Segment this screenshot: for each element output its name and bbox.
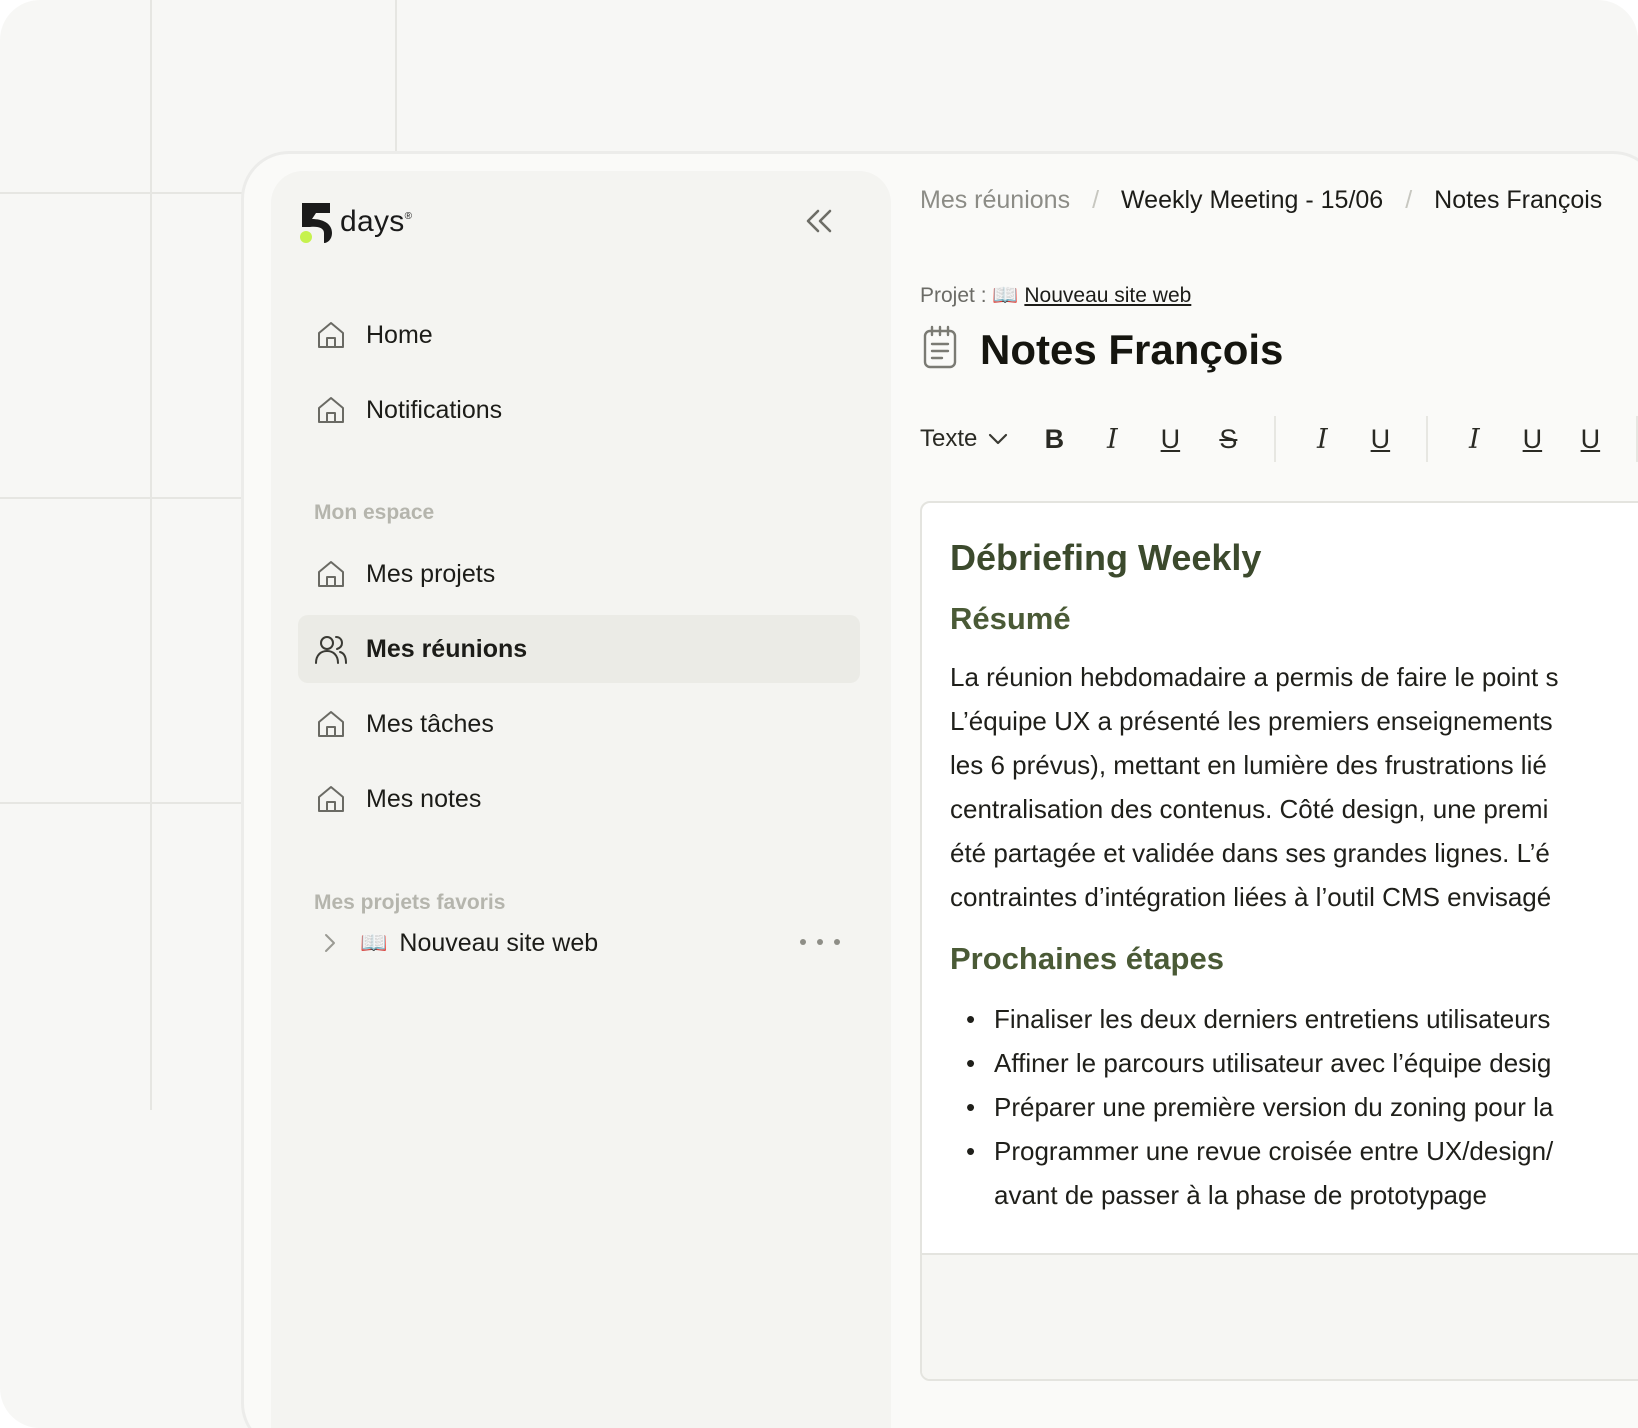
logo-icon <box>298 201 334 243</box>
users-icon <box>314 632 348 666</box>
list-item-line: avant de passer à la phase de prototypage <box>994 1180 1487 1210</box>
more-options-icon[interactable] <box>800 927 840 957</box>
formatting-toolbar <box>920 416 1638 462</box>
italic-button[interactable]: I <box>1469 423 1480 455</box>
gridline <box>150 0 152 1110</box>
gridline <box>395 0 397 160</box>
doc-line: centralisation des contenus. Côté design, une premi <box>950 794 1549 824</box>
bold-button[interactable]: B <box>1044 423 1065 454</box>
list-item: • Préparer une première version du zoning pour la <box>950 1085 1638 1129</box>
breadcrumb-item-weekly-meeting[interactable]: Weekly Meeting - 15/06 <box>1121 186 1384 214</box>
text-style-dropdown[interactable] <box>920 425 1009 453</box>
favorite-project-label: Nouveau site web <box>399 928 599 957</box>
nav-label: Notifications <box>366 395 503 424</box>
underline-button[interactable]: U <box>1370 423 1391 454</box>
chevron-down-icon <box>987 432 1009 446</box>
doc-heading: Débriefing Weekly <box>950 537 1262 578</box>
toolbar-divider <box>1274 416 1276 462</box>
page-title: Notes François <box>980 325 1284 373</box>
underline-button[interactable]: U <box>1580 423 1601 454</box>
home-icon <box>314 393 348 427</box>
book-icon: 📖 <box>360 930 388 955</box>
doc-section-title: Prochaines étapes <box>950 941 1224 976</box>
list-item <box>950 1129 1638 1217</box>
home-icon <box>314 318 348 352</box>
main-content <box>920 154 1638 1428</box>
doc-line: les 6 prévus), mettant en lumière des frustrations lié <box>950 750 1547 780</box>
breadcrumb-item-notes[interactable]: Notes François <box>1434 186 1603 214</box>
editor-content <box>950 537 1638 1217</box>
project-prefix: Projet : <box>920 284 987 307</box>
app-logo[interactable] <box>298 201 412 243</box>
breadcrumb-item-mes-reunions[interactable]: Mes réunions <box>920 186 1071 214</box>
project-link[interactable]: Nouveau site web <box>1024 284 1192 307</box>
title-row <box>920 324 1283 375</box>
doc-line: été partagée et validée dans ses grandes lignes. L’é <box>950 838 1550 868</box>
italic-button[interactable]: I <box>1107 423 1118 455</box>
doc-line: La réunion hebdomadaire a permis de faire le point s <box>950 662 1559 692</box>
italic-button[interactable]: I <box>1317 423 1328 455</box>
gridline <box>0 497 245 499</box>
collapse-sidebar-button[interactable] <box>801 203 837 239</box>
nav-label: Mes notes <box>366 784 482 813</box>
chevrons-left-icon <box>804 208 834 234</box>
nav-label: Home <box>366 320 433 349</box>
doc-section-title: Résumé <box>950 601 1071 636</box>
list-item-line: Programmer une revue croisée entre UX/design/ <box>994 1136 1554 1166</box>
book-icon: 📖 <box>992 284 1019 307</box>
editor-footer <box>922 1253 1638 1379</box>
doc-paragraph <box>950 655 1638 919</box>
logo-text: days® <box>340 205 413 238</box>
app-window <box>241 151 1638 1428</box>
nav-item-home[interactable] <box>298 301 860 369</box>
breadcrumb-separator: / <box>1092 186 1100 214</box>
next-steps-list <box>950 997 1638 1217</box>
nav-item-notifications[interactable] <box>298 376 860 444</box>
doc-line: contraintes d’intégration liées à l’outil CMS envisagé <box>950 882 1552 912</box>
nav-label: Mes projets <box>366 559 496 588</box>
nav-item-mes-projets[interactable] <box>298 540 860 608</box>
sidebar <box>271 171 891 1428</box>
section-title-favoris: Mes projets favoris <box>314 891 506 914</box>
strikethrough-button[interactable]: S <box>1219 423 1238 454</box>
doc-line: L’équipe UX a présenté les premiers enseignements <box>950 706 1553 736</box>
breadcrumb-separator: / <box>1405 186 1413 214</box>
home-icon <box>314 557 348 591</box>
nav-label: Mes réunions <box>366 634 528 663</box>
nav-label: Mes tâches <box>366 709 494 738</box>
list-item: • Affiner le parcours utilisateur avec l’équipe desig <box>950 1041 1638 1085</box>
breadcrumb <box>920 186 1602 215</box>
text-style-label: Texte <box>920 425 978 452</box>
home-icon <box>314 707 348 741</box>
note-editor[interactable] <box>920 501 1638 1381</box>
nav-item-mes-taches[interactable] <box>298 690 860 758</box>
underline-button[interactable]: U <box>1160 423 1181 454</box>
chevron-right-icon[interactable] <box>318 932 342 954</box>
gridline <box>0 802 245 804</box>
notepad-icon <box>920 324 960 375</box>
list-item: • Finaliser les deux derniers entretiens utilisateurs <box>950 997 1638 1041</box>
nav-item-mes-notes[interactable] <box>298 765 860 833</box>
favorite-project-item[interactable] <box>298 913 860 973</box>
nav-item-mes-reunions[interactable] <box>298 615 860 683</box>
toolbar-divider <box>1426 416 1428 462</box>
home-icon <box>314 782 348 816</box>
gridline <box>0 192 245 194</box>
section-title-mon-espace: Mon espace <box>314 501 435 524</box>
project-line <box>920 284 1191 308</box>
underline-button[interactable]: U <box>1522 423 1543 454</box>
